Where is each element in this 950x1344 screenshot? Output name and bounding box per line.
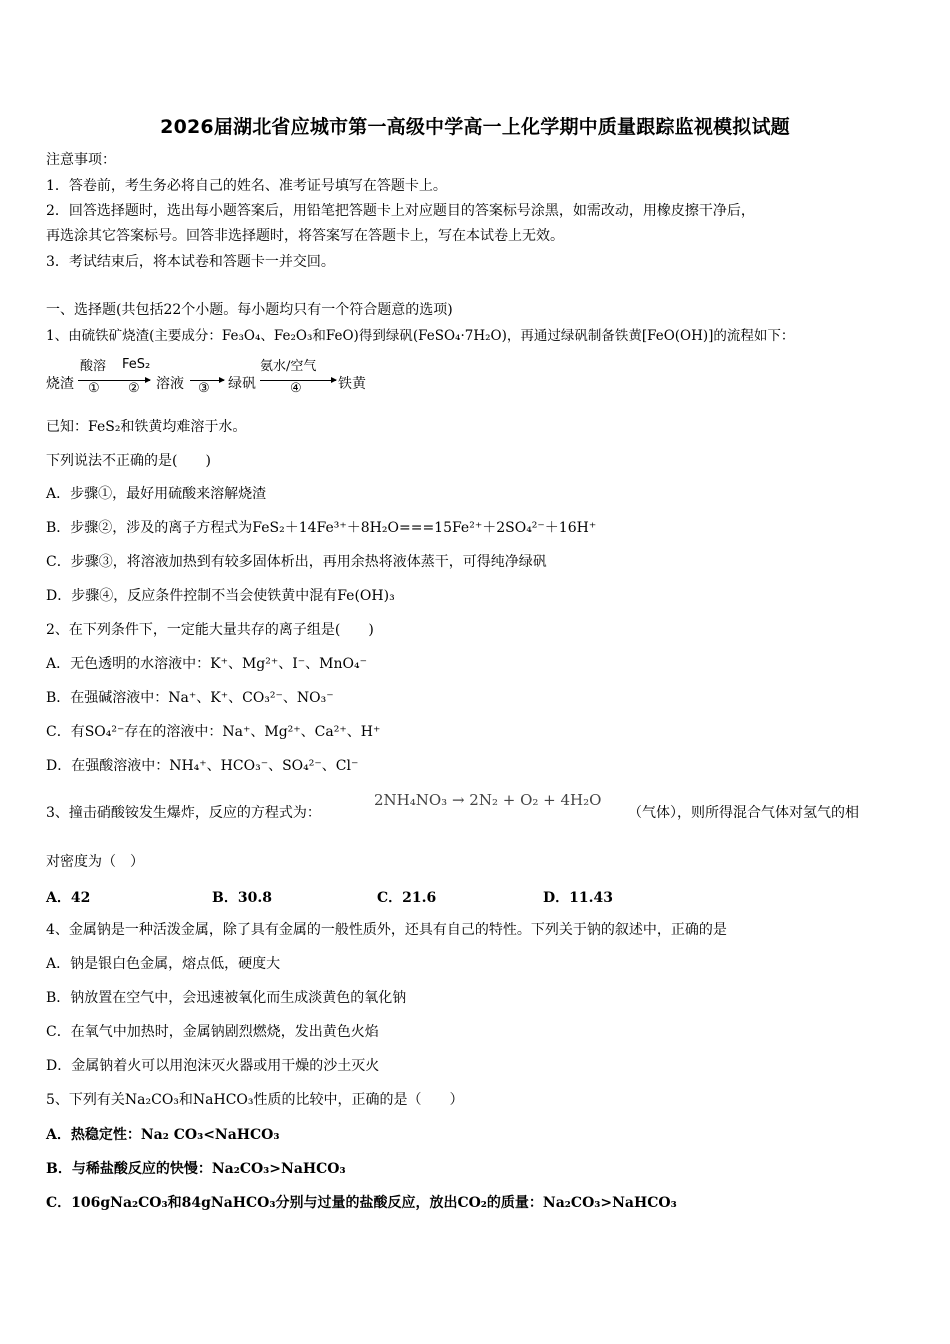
q1-option-b[interactable]: B．步骤②，涉及的离子方程式为FeS₂＋14Fe³⁺＋8H₂O===15Fe²⁺＋2SO₄²⁻＋16H⁺ [46, 520, 597, 536]
section-heading: 一、选择题(共包括22个小题。每小题均只有一个符合题意的选项) [46, 302, 453, 318]
q3-option-c[interactable]: C．21.6 [377, 890, 437, 906]
notice-heading: 注意事项： [46, 152, 116, 168]
q3-option-b[interactable]: B．30.8 [212, 890, 272, 906]
q5-option-b[interactable]: B．与稀盐酸反应的快慢：Na₂CO₃>NaHCO₃ [46, 1161, 346, 1177]
notice-item: 2．回答选择题时，选出每小题答案后，用铅笔把答题卡上对应题目的答案标号涂黑，如需改动，用橡皮擦干净后， [46, 203, 755, 219]
flow-step-4: ④ [290, 381, 302, 396]
flow-reagent-1: 酸溶 [80, 359, 107, 374]
q5-stem: 5、下列有关Na₂CO₃和NaHCO₃性质的比较中，正确的是（ ） [46, 1092, 464, 1108]
flow-step-2: ② [128, 381, 140, 396]
q1-known: 已知：FeS₂和铁黄均难溶于水。 [46, 419, 247, 435]
q3-option-a[interactable]: A．42 [46, 890, 91, 906]
q2-option-a[interactable]: A．无色透明的水溶液中：K⁺、Mg²⁺、I⁻、MnO₄⁻ [46, 656, 368, 672]
q2-option-c[interactable]: C．有SO₄²⁻存在的溶液中：Na⁺、Mg²⁺、Ca²⁺、H⁺ [46, 724, 381, 740]
page-title: 2026届湖北省应城市第一高级中学高一上化学期中质量跟踪监视模拟试题 [160, 116, 790, 138]
notice-item: 1．答卷前，考生务必将自己的姓名、准考证号填写在答题卡上。 [46, 178, 447, 194]
q5-option-c[interactable]: C．106gNa₂CO₃和84gNaHCO₃分别与过量的盐酸反应，放出CO₂的质量：Na₂CO₃>NaHCO₃ [46, 1195, 677, 1211]
q2-option-b[interactable]: B．在强碱溶液中：Na⁺、K⁺、CO₃²⁻、NO₃⁻ [46, 690, 334, 706]
flow-reagent-2: FeS₂ [122, 357, 151, 372]
q1-option-c[interactable]: C．步骤③，将溶液加热到有较多固体析出，再用余热将液体蒸干，可得纯净绿矾 [46, 554, 547, 570]
q3-stem-after: （气体），则所得混合气体对氢气的相 [628, 805, 859, 821]
q5-option-a[interactable]: A．热稳定性：Na₂ CO₃<NaHCO₃ [46, 1127, 280, 1143]
flow-step-1: ① [88, 381, 100, 396]
notice-item: 再选涂其它答案标号。回答非选择题时，将答案写在答题卡上，写在本试卷上无效。 [46, 228, 564, 244]
q1-flow-diagram [46, 352, 466, 402]
flow-reagent-4: 氨水/空气 [260, 359, 317, 374]
q1-option-d[interactable]: D．步骤④，反应条件控制不当会使铁黄中混有Fe(OH)₃ [46, 588, 395, 604]
q3-equation: 2NH₄NO₃ → 2N₂ + O₂ + 4H₂O [374, 791, 602, 809]
q1-stem: 1、由硫铁矿烧渣(主要成分：Fe₃O₄、Fe₂O₃和FeO)得到绿矾(FeSO₄·7H₂O)，再通过绿矾制备铁黄[FeO(OH)]的流程如下： [46, 328, 795, 344]
q4-option-c[interactable]: C．在氧气中加热时，金属钠剧烈燃烧，发出黄色火焰 [46, 1024, 379, 1040]
q3-option-d[interactable]: D．11.43 [543, 890, 613, 906]
notice-item: 3．考试结束后，将本试卷和答题卡一并交回。 [46, 254, 335, 270]
q3-stem-before: 3、撞击硝酸铵发生爆炸，反应的方程式为： [46, 805, 321, 821]
flow-intermediate-1: 溶液 [156, 376, 184, 392]
q4-stem: 4、金属钠是一种活泼金属，除了具有金属的一般性质外，还具有自己的特性。下列关于钠的叙述中，正确的是 [46, 922, 727, 938]
flow-intermediate-2: 绿矾 [228, 376, 256, 392]
q2-stem: 2、在下列条件下，一定能大量共存的离子组是( ) [46, 622, 374, 638]
q4-option-d[interactable]: D．金属钠着火可以用泡沫灭火器或用干燥的沙土灭火 [46, 1058, 380, 1074]
q4-option-b[interactable]: B．钠放置在空气中，会迅速被氧化而生成淡黄色的氧化钠 [46, 990, 407, 1006]
q4-option-a[interactable]: A．钠是银白色金属，熔点低，硬度大 [46, 956, 281, 972]
q1-ask: 下列说法不正确的是( ) [46, 453, 211, 469]
flow-start: 烧渣 [46, 376, 74, 392]
q1-option-a[interactable]: A．步骤①，最好用硫酸来溶解烧渣 [46, 486, 267, 502]
flow-end: 铁黄 [338, 376, 366, 392]
flow-step-3: ③ [198, 381, 210, 396]
flow-arrow [78, 380, 150, 381]
q3-stem-cont: 对密度为（ ） [46, 854, 144, 870]
q2-option-d[interactable]: D．在强酸溶液中：NH₄⁺、HCO₃⁻、SO₄²⁻、Cl⁻ [46, 758, 359, 774]
